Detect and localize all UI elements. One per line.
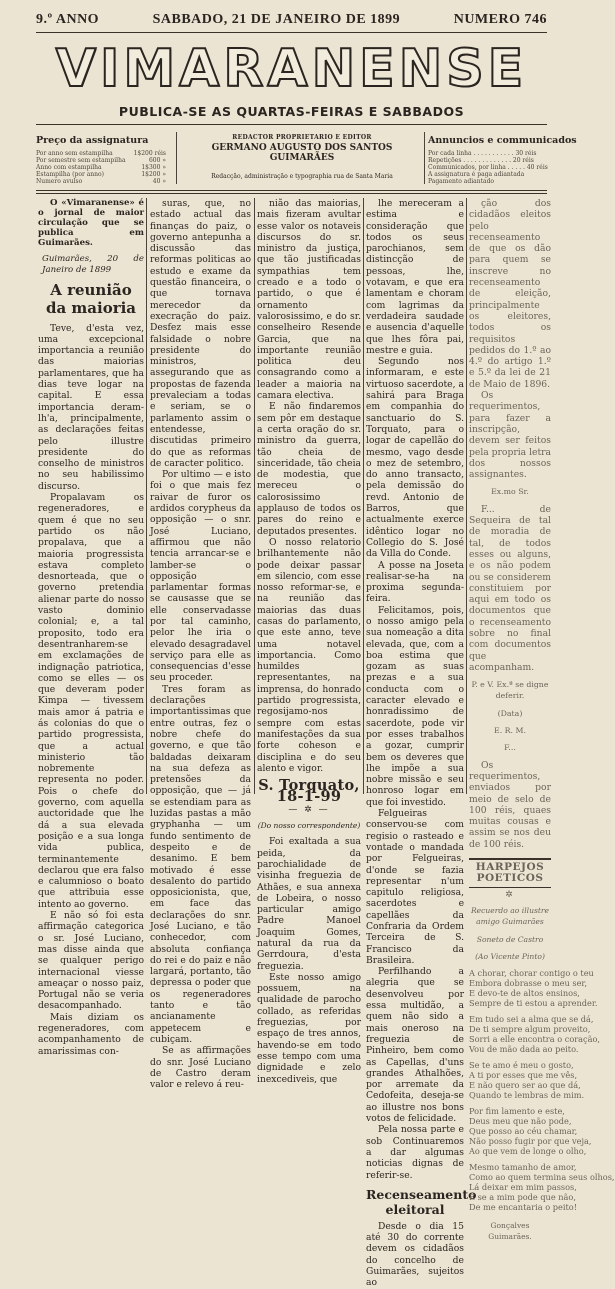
- top-line: [36, 10, 547, 30]
- infobar-top-rule: [36, 124, 547, 125]
- paragraph: Propalavam os regeneradores, e quem é que no seu partido os não propalava, que a maioria progressista estava completo desnorteada, que o governo pretendia alienar parte do nosso vasto dominio colonial; e, a tal proposito, todo era desentranharem-se em exclamações de indignação patriotica, como se elles — os que deveram poder Kimpa — tivessem mais amor á patria e ás colonias do que o partido progressista, que a actual ministerio tão nobremente representa no poder. Pois o chefe do governo, com aquella auctoridade que lhe dá a sua elevada posição e a sua longa vida publica, terminantemente declarou que era falso e calumnioso o boato que attribuia esse intento ao governo.: [38, 492, 144, 910]
- poem-line: De me encantaria o peito!: [469, 1202, 578, 1213]
- column-4: [366, 198, 477, 1289]
- column-5: [469, 198, 615, 1242]
- price-label: Numero avulso: [36, 178, 83, 185]
- paragraph: E não findaremos sem pôr em destaque a certa oração do sr. ministro da guerra, tão cheia de sinceridade, tão cheia de modestia, que mereceu o calorosissimo applauso de todos os pares do reino e deputados presentes.: [257, 401, 361, 537]
- price-value: 1$300 »: [141, 164, 166, 171]
- poem-line: Quando te lembras de mim.: [469, 1090, 585, 1101]
- poem: [469, 968, 615, 1213]
- poem-line: Embora dobrasse o meu ser,: [469, 978, 588, 989]
- section-body: [366, 1221, 464, 1289]
- poem-line: Por fim lamento e este,: [469, 1106, 565, 1117]
- column-2: [150, 198, 251, 1091]
- poem-title: Soneto de Castro: [476, 934, 544, 944]
- divider: [176, 132, 177, 184]
- price-row: [36, 150, 166, 157]
- year-label: 9.º ANNO: [36, 12, 100, 27]
- paragraph: Felgueiras conservou-se com regisio o rasteado e vontade o mandada por Felgueiras, d'onde se fazia representar n'um capitulo religiosa, sacerdotes e capellães da Confraria da Ordem Terceira de S. Francisco da Brasileira.: [366, 808, 464, 966]
- poem-line: A chorar, chorar contigo o teu: [469, 968, 594, 979]
- divider: [424, 132, 425, 184]
- salutation: Ex.mo Sr.: [491, 487, 529, 497]
- paragraph: Teve, d'esta vez, uma excepcional importancia a reunião das maiorias parlamentares, que ha dias teve logar na capital. E essa importancia deram-lh'a, principalmente, as declarações feitas pelo illustre presidente do conselho de ministros no seu habilissimo discurso.: [38, 322, 144, 492]
- prices-heading: Preço da assignatura: [36, 135, 149, 146]
- poem-line: Não posso fugir por que veja,: [469, 1136, 592, 1147]
- ads-line: Repetições . . . . . . . . . . . . . 20 réis: [428, 157, 534, 164]
- price-value: 600 »: [148, 157, 166, 164]
- paragraph: F... de Sequeira de tal de moradia de tal, de todos esses ou alguns, e os não podem ou se considerem constituiem por aqui em todo os documentos que o recenseamento sobre no final com documentos que acompanham.: [469, 503, 551, 673]
- paragraph: Foi exaltada a sua peida, da parochialidade de visinha freguezia de Athães, e sua annexa de Lobeira, o nosso particular amigo Padre Manoel Joaquim Gomes, natural da rua da Gerrdoura, d'esta freguezia.: [257, 836, 361, 972]
- paragraph: Perfilhando a alegria que se desenvolveu por essa multidão, a quem não sido a mais oneroso na freguezia de Pinheiro, bem como as Capellas, d'uns grandes Athalhões, por arremate da Cedofeita, deseja-se ao illustre nos bons votos de felicidade.: [366, 966, 464, 1125]
- article-body: [150, 198, 251, 1090]
- column-divider: [363, 198, 364, 794]
- editor-box: [186, 126, 418, 188]
- paragraph: Felicitamos, pois, o nosso amigo pela sua nomeação a dita elevada, que, com a boa estima que gozam as suas prezas e a sua conducta com o caracter elevado e honradissimo de sacerdote, pode vir por esses trabalhos a gozar, cumprir bem os deveres que lhe impõe a sua nobre missão e seu honroso logar em que foi investido.: [366, 604, 464, 808]
- signature: F...: [504, 743, 516, 753]
- circulation-blurb: O «Vimaranense» é o jornal de maior circulação que se publica em Guimarães.: [38, 198, 144, 248]
- editor-label: REDACTOR PROPRIETARIO E EDITOR: [232, 134, 372, 141]
- price-value: 40 »: [152, 178, 166, 185]
- paragraph: Mais diziam os regeneradores, com acompanhamento de amarissimas con-: [38, 1011, 144, 1057]
- section-body: [257, 836, 361, 1085]
- column-divider: [254, 198, 255, 794]
- paragraph: E não só foi esta affirmação categorica o sr. José Luciano, mas disse ainda que se qualquer perigo internacional viesse ameaçar o nosso paiz, Portugal não se veria desacompanhado.: [38, 910, 144, 1012]
- ornament: ✲: [505, 889, 515, 900]
- paragraph: Os requerimentos, para fazer a inscripção, devem ser feitos pela propria letra dos nossos assignantes.: [469, 390, 552, 481]
- article-body: [366, 198, 464, 1181]
- poem-line: E não quero ser ao que dá,: [469, 1080, 581, 1091]
- article-body: [469, 760, 551, 850]
- price-row: [36, 178, 166, 185]
- column-3: [257, 198, 361, 1085]
- masthead-subtitle: PUBLICA-SE AS QUARTAS-FEIRAS E SABBADOS: [118, 104, 465, 119]
- masthead-title: VIMARANENSE: [55, 39, 528, 99]
- poem-line: Em tudo sei a alma que se dá,: [469, 1014, 594, 1025]
- poem-line: Vou de mão dada ao peito.: [469, 1044, 579, 1055]
- section-headline: S. Torquato, 18-1-99: [258, 777, 360, 806]
- paragraph: lhe mereceram a estima e consideração que todos os seus parochianos, sem distincção de pessoas, lhe, votavam, e que era lamentam e choram com lagrimas da verdadeira saudade e ausencia d'aquelle que lhes fôra pai, mestre e guia.: [366, 198, 464, 356]
- price-value: 1$200 réis: [133, 150, 166, 157]
- poem-line: E devo-te de altos ensinos,: [469, 988, 580, 999]
- price-value: 1$200 »: [141, 171, 166, 178]
- paragraph: O nosso relatorio brilhantemente não pode deixar passar em silencio, com esse nosso reformar-se, e na reunião das maiorias das duas casas do parlamento, que este anno, teve uma notavel importancia. Como humildes representantes, na imprensa, do honrado partido progressista, regosijamo-nos sempre com estas manifestações da sua forte coheson e disciplina e do seu alento e vigor.: [257, 536, 361, 774]
- article-body: [38, 323, 144, 1057]
- editor-name: GERMANO AUGUSTO DOS SANTOS GUIMARÃES: [211, 143, 393, 163]
- paragraph: Este nosso amigo possuem, na qualidade de parocho collado, as referidas freguezias, por espaço de tres annos, havendo-se em todo esse tempo com uma dignidade e zelo inexcediveis, que: [257, 971, 361, 1085]
- article-body: [469, 198, 551, 480]
- paragraph: Pela nossa parte e sob Continuaremos a dar algumas noticias dignas de referir-se.: [366, 1124, 464, 1181]
- price-row: [36, 171, 166, 178]
- paragraph: Segundo nos informaram, e este virtuoso sacerdote, a sahirá para Braga em companhia do sanctuario do S. Torquato, para o logar de capellão do mesmo, vago desde o mez de setembro, do anno transacto, pela demissão do revd. Antonio de Barros, que actualmente exerce idêntico logar no Collegio do S. José da Villa do Conde.: [366, 356, 464, 560]
- column-1: [38, 198, 144, 1057]
- ads-line: Pagamento adiantado: [428, 178, 495, 185]
- paragraph: Tres foram as declarações importantissimas que entre outras, fez o nobre chefe do governo, e que tão baldadas deixaram na sua defeza as pretensões da opposição, que — já se estendiam para as luzidas pastas a mão gryphanha — um fundo sentimento de despeito e de desanimo. E bem motivado é esse desalento do partido opposicionista, que, em face das declarações do snr. José Luciano, e tão conhecedor, com absoluta confiança do rei e do paiz e não largará, portanto, tão depressa o poder que os regeneradores tanto e tão ancianamente appetecem e cubiçam.: [150, 683, 251, 1045]
- paragraph: suras, que, no estado actual das finanças do paiz, o governo antepunha a discussão das reformas politicas ao estudo e exame da questão financeira, o que tornava merecedor da execração do paiz. Desfez mais esse falsidade o nobre presidente do ministros, assegurando que as propostas de fazenda prevaleciam a todas e seriam, se o parlamento assim o entendesse, discutidas primeiro do que as reformas de caracter politico.: [150, 198, 251, 469]
- poem-line: Lá deixar em mim passos,: [469, 1182, 577, 1193]
- paragraph: ção dos cidadãos eleitos pelo recenseamento de que os dão para quem se inscreve no recenseamento de eleição, principalmente os eleitores, todos os requisitos pedidos do 1.º ao 4.º do artigo 1.º e 5.º da lei de 21 de Maio de 1896.: [469, 198, 551, 390]
- poetry-section-title: HARPEJOS POETICOS: [469, 858, 551, 888]
- poem-line: E se a mim pode que não,: [469, 1192, 576, 1203]
- top-rule: [36, 32, 547, 33]
- paragraph: Desde o dia 15 até 30 do corrente devem os cidadãos do concelho de Guimarães, sujeitos ao: [366, 1220, 464, 1289]
- article-body: [469, 504, 551, 673]
- poem-line: A ti por esses que me vês,: [469, 1070, 578, 1081]
- poem-line: De ti sempre algum proveito,: [469, 1024, 591, 1035]
- ads-line: Communicados, por linha . . . . . 40 réis: [428, 164, 548, 171]
- prices-box: [36, 126, 166, 188]
- column-divider: [146, 198, 147, 794]
- price-row: [36, 157, 166, 164]
- infobar-bottom-rule-2: [36, 193, 547, 194]
- poem-line: Sorri a elle encontra o coração,: [469, 1034, 601, 1045]
- signature: E. R. M.: [494, 726, 526, 736]
- poem-line: Como ao quem termina seus olhos,: [469, 1172, 615, 1183]
- issue-number: NUMERO 746: [453, 12, 547, 27]
- paragraph: Se as affirmações do snr. José Luciano de Castro deram valor e relevo á reu-: [150, 1045, 251, 1091]
- poem-line: Que posso ao céu chamar,: [469, 1126, 578, 1137]
- article-headline: A reunião da maioria: [45, 280, 137, 317]
- price-row: [36, 164, 166, 171]
- ads-line: Por cada linha . . . . . . . . . . . 30 réis: [428, 150, 537, 157]
- poem-dedication: Recuerdo ao illustre amigo Guimarães: [470, 905, 550, 927]
- section-headline: Recenseamento eleitoral: [366, 1186, 477, 1217]
- editor-address: Redacção, administração e typographia rua de Santa Maria: [211, 173, 393, 180]
- date-note: (Data): [497, 708, 523, 718]
- poem-author: Gonçalves Guimarães.: [488, 1221, 532, 1242]
- poem-line: Se te amo é meu o gosto,: [469, 1060, 574, 1071]
- poem-subtitle: (Ao Vicente Pinto): [475, 951, 545, 961]
- poem-line: Ao que vem de longe o olho,: [469, 1146, 587, 1157]
- date-label: SABBADO, 21 DE JANEIRO DE 1899: [152, 12, 401, 27]
- column-divider: [466, 198, 467, 794]
- infobar: [36, 126, 577, 188]
- dateline: Guimarães, 20 de Janeiro de 1899: [42, 254, 144, 276]
- poem-line: Sempre de ti estou a aprender.: [469, 998, 598, 1009]
- ads-heading: Annuncios e communicados: [428, 135, 577, 146]
- section-note: (Do nosso correspondente): [257, 821, 361, 831]
- ads-line: A assignatura é paga adiantada: [428, 171, 525, 178]
- price-list: [36, 150, 166, 185]
- ads-box: [428, 126, 583, 188]
- poem-line: Mesmo tamanho de amor,: [469, 1162, 577, 1173]
- price-label: Por anno sem estampilha: [36, 150, 113, 157]
- paragraph: nião das maiorias, mais fizeram avultar esse valor os notaveis discursos do sr. ministro da justiça, que tão justificadas sympathias tem creado e a todo o partido, o que é ornamento valorosissimo, e do sr. conselheiro Resende Garcia, que na importante reunião politica deu consagrando como a leader a maioria na camara electiva.: [257, 198, 361, 402]
- paragraph: Os requerimentos, enviados por meio de selo de 100 réis, quaes muitas cousas e assim se nos deu de 100 réis.: [469, 759, 551, 850]
- paragraph: A posse na Joseta realisar-se-ha na proxima segunda-feira.: [366, 559, 464, 605]
- price-label: Anno com estampilha: [36, 164, 102, 171]
- infobar-bottom-rule: [36, 190, 547, 191]
- article-body: [257, 198, 361, 774]
- signature: P. e V. Ex.ª se digne deferir.: [471, 680, 549, 701]
- price-label: Estampilha (por anno): [36, 171, 104, 178]
- ornament: — ✲ —: [288, 804, 330, 815]
- paragraph: Por ultimo — e isto foi o que mais fez raivar de furor os ardidos corypheus da opposição — o snr. José Luciano, affirmou que não tencia arrancar-se e lamber-se o opposição parlamentar formas se causasse que se elle conservadasse por tal caminho, pelor lhe iria o elevado desagradavel serviço para elle as consequencias d'esse seu proceder.: [150, 469, 251, 684]
- poem-line: Deus meu que não pode,: [469, 1116, 572, 1127]
- ads-list: [428, 150, 583, 185]
- price-label: Por semestre sem estampilha: [36, 157, 126, 164]
